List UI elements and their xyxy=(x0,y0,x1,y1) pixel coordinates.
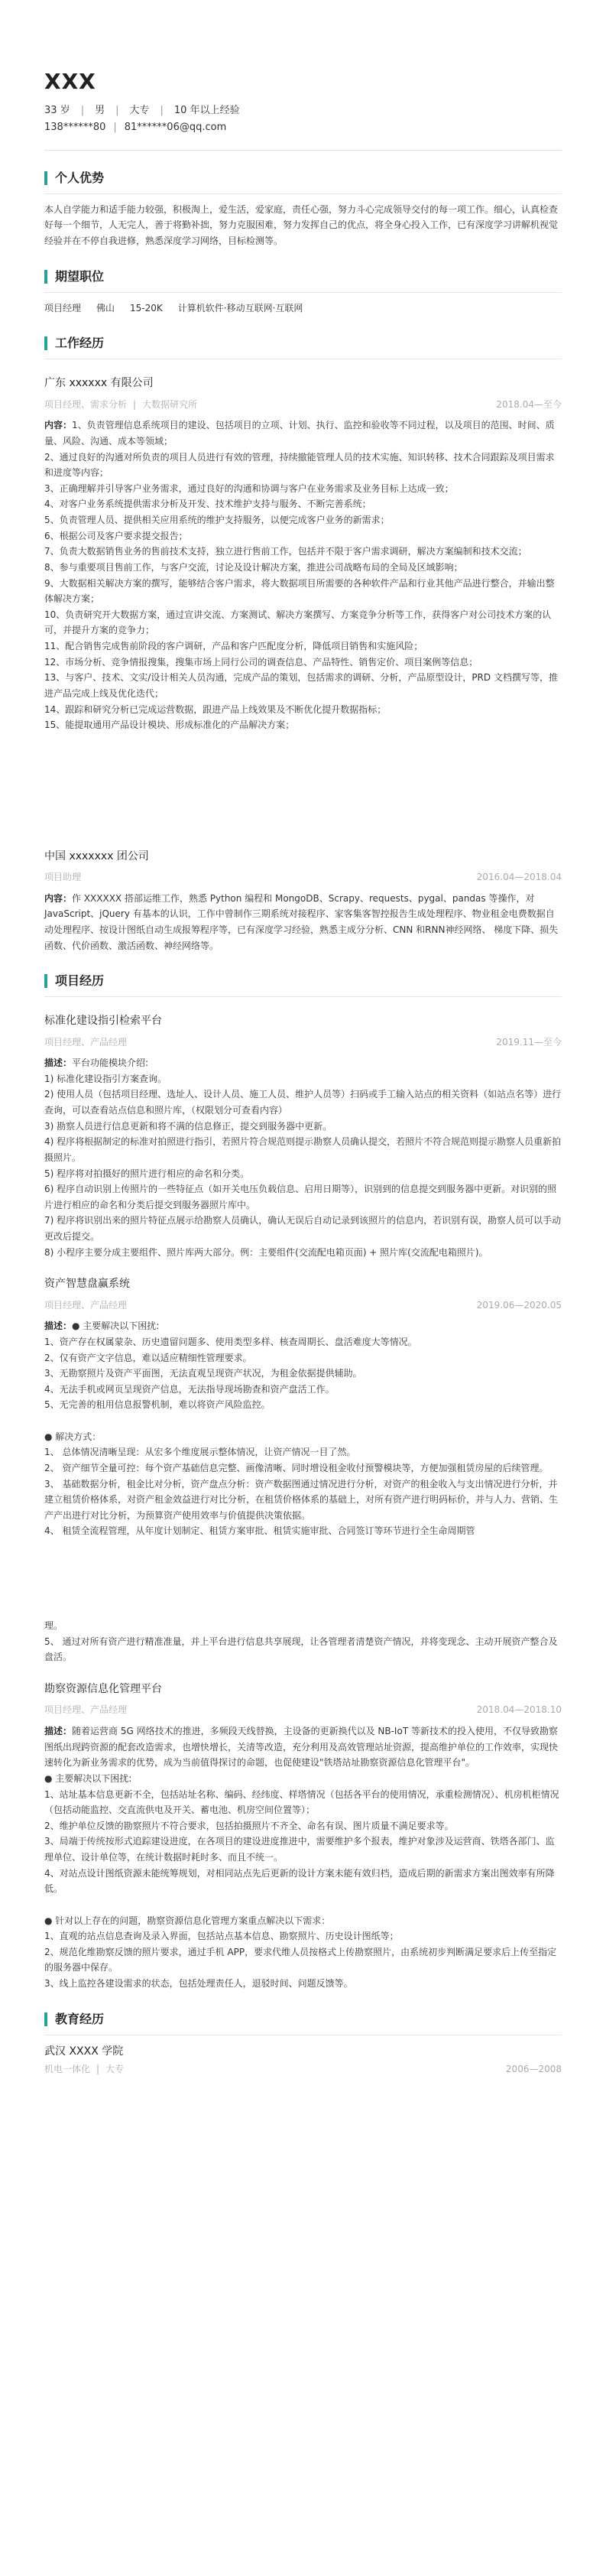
body-line xyxy=(44,1913,562,1929)
section-title-text: 教育经历 xyxy=(55,2011,105,2026)
body-line xyxy=(44,1618,562,1634)
separator: | xyxy=(80,104,85,116)
line-text: 3、线上监控各建设需求的状态，包括处理责任人，退驳时间、问题反馈等。 xyxy=(44,1978,353,1990)
line-text: 14、跟踪和研究分析已完成运营数据，跟进产品上线效果及不断优化提升数据指标； xyxy=(44,703,387,715)
line-text: 12、市场分析、竞争情报搜集，搜集市场上同行公司的调查信息、产品特性、销售定价、项目案例等信息； xyxy=(44,656,478,668)
separator: | xyxy=(113,121,117,133)
body-line xyxy=(44,655,562,671)
body-line xyxy=(44,528,562,544)
section-work xyxy=(44,334,562,953)
entry-date: 2019.06—2020.05 xyxy=(476,1299,562,1311)
phone: 138******80 xyxy=(44,121,106,133)
line-text: 8) 小程序主要分成主要组件、照片库两大部分。例：主要组件(交流配电箱页面) + 照片库(交流配电箱照片)。 xyxy=(44,1246,488,1258)
line-text: 理。 xyxy=(44,1620,63,1632)
line-label: 描述： xyxy=(44,1057,73,1069)
section-title xyxy=(44,334,562,352)
body-line xyxy=(44,1350,562,1366)
line-text: 随着运营商 5G 网络技术的推进，多频段天线替换，主设备的更新换代以及 NB-IoT 等新技术的投入使用，不仅导致勘察图纸出现跨资源的配套改造需求，也增快增长，关清等改造，充分利用及高效管理站址资源，提高维护单位的工作效率，实现快速转化为新业务需求的优势，成为当前值得探讨的命题，也促使建设"铁塔站址勘察资源信息化管理平台"。 xyxy=(44,1726,559,1769)
project-entry xyxy=(44,1012,562,1260)
body-line xyxy=(44,1318,562,1334)
body-line xyxy=(44,1444,562,1460)
line-text: 1) 标准化建设指引方案查询。 xyxy=(44,1073,167,1084)
section-title xyxy=(44,972,562,990)
section-projects xyxy=(44,972,562,1991)
line-text: 5、负责管理人员、提供相关应用系统的维护支持服务，以便完成客户业务的新需求； xyxy=(44,515,390,526)
body-line xyxy=(44,544,562,560)
line-text: 2、维护单位反馈的勘察照片不符合要求，包括拍摄照片不齐全、命名有误、图片质量不满足要求等。 xyxy=(44,1820,454,1831)
body-line xyxy=(44,702,562,718)
body-line xyxy=(44,1818,562,1834)
separator: | xyxy=(115,104,119,116)
body-line xyxy=(44,1134,562,1165)
line-text: 15、能提取通用产品设计模块、形成标准化的产品解决方案； xyxy=(44,720,295,731)
expectation-item: 佛山 xyxy=(96,302,115,313)
line-text: 2、仅有资产文字信息，难以适应精细性管理要求。 xyxy=(44,1352,252,1363)
project-entry xyxy=(44,1275,562,1665)
company-name: 广东 xxxxxx 有限公司 xyxy=(44,377,154,390)
strengths-text: 本人自学能力和适手能力较强，积极淘上，爱生活，爱家庭，责任心强，努力斗心完成领导交付的每一项工作。细心，认真检查好每一个细节，人无完人，善于将勤补拙，努力克服困难，努力发挥自己的优点，将全身心投入工作，已有深度学习讲解机视觉经验并在不停自我进修，熟悉深度学习网络，目标检测等。 xyxy=(44,203,559,247)
line-text: 3、 基础数据分析，租金比对分析，资产盘点分析：资产数据图通过情况进行分析，对资产的租金收入与支出情况进行分析，并建立租赁价格体系，对资产租金效益进行对比分析，在租赁价格体系的基础上，对所有资产进行明码标价，并与人力、营销、生产产出进行对比分析，为预算资产使用效率与价值提供决策依据。 xyxy=(44,1478,559,1521)
section-title-text: 工作经历 xyxy=(55,336,105,351)
line-text: 3) 勘察人员进行信息更新和将不满的信息修正，提交到服务器中更新。 xyxy=(44,1120,332,1132)
line-text: 1、 总体情况清晰呈现：从宏多个维度展示整体情况，让资产情况一目了然。 xyxy=(44,1447,356,1458)
body-line xyxy=(44,1413,562,1429)
body-line xyxy=(44,1555,562,1571)
expectation-row xyxy=(44,300,562,317)
line-text: 3、正确理解并引导客户业务需求，通过良好的沟通和协调与客户在业务需求及业务目标上达成一致； xyxy=(44,482,454,494)
body-line xyxy=(44,1897,562,1913)
body-line xyxy=(44,560,562,576)
section-title xyxy=(44,268,562,286)
work-experience: 10 年以上经验 xyxy=(173,104,240,116)
line-text: 1、直观的站点信息查询及录入界面，包括站点基本信息、勘察照片、历史设计图纸等； xyxy=(44,1931,399,1942)
project-role: 项目经理、产品经理 xyxy=(44,1036,128,1048)
section-expectation xyxy=(44,268,562,317)
section-title xyxy=(44,2010,562,2029)
line-text: 11、配合销售完成售前阶段的客户调研，产品和客户匹配度分析，降低项目销售和实施风险； xyxy=(44,641,423,652)
entry-date: 2019.11—至今 xyxy=(496,1036,562,1048)
entry-meta xyxy=(44,2061,562,2078)
line-text: ● 针对以上存在的问题，勘察资源信息化管理方案重点解决以下需求： xyxy=(44,1915,331,1926)
line-text: 5) 程序将对拍摄好的照片进行相应的命名和分类。 xyxy=(44,1168,250,1179)
body-line xyxy=(44,1119,562,1135)
separator: | xyxy=(133,398,137,410)
body-line xyxy=(44,1866,562,1897)
entry-body xyxy=(44,417,562,733)
body-line xyxy=(44,1382,562,1398)
line-text: ● 主要解决以下困扰: xyxy=(72,1320,160,1332)
body-line xyxy=(44,1334,562,1350)
expectation-item: 15-20K xyxy=(130,302,163,313)
education-list xyxy=(44,2043,562,2078)
line-text: 5、 通过对所有资产进行精准准量，并上平台进行信息共享展现，让各管理者清楚资产情况，并将变现念、主动开展资产整合及盘活。 xyxy=(44,1636,558,1663)
body-line xyxy=(44,891,562,954)
email: 81******06@qq.com xyxy=(124,121,227,133)
line-text: 4) 程序将根据制定的标准对拍照进行指引，若照片符合规范则提示勘察人员确认提交，若照片不符合规范则提示勘察人员重新拍摄照片。 xyxy=(44,1136,562,1163)
body-line xyxy=(44,1245,562,1261)
role-text: 项目助理 xyxy=(44,872,82,883)
line-text: ● 主要解决以下困扰: xyxy=(44,1772,132,1784)
body-line xyxy=(44,1539,562,1555)
entry-meta xyxy=(44,397,562,414)
body-line xyxy=(44,1460,562,1476)
body-line xyxy=(44,1213,562,1244)
body-line xyxy=(44,1087,562,1118)
entry-date: 2018.04—至今 xyxy=(496,398,562,410)
line-text: 1、资产存在权属蒙杂、历史遗留问题多、使用类型多样、核查周期长、盘活难度大等情况。 xyxy=(44,1336,417,1347)
body-line xyxy=(44,1397,562,1413)
line-text: 4、无法手机或网页呈现资产信息，无法指导现场勘查和资产盘活工作。 xyxy=(44,1383,335,1395)
resume-header xyxy=(44,69,562,151)
expectation-item: 计算机软件·移动互联网·互联网 xyxy=(177,302,303,313)
line-text: 3、局端于传统按形式追踪建设进度，在各项目的建设进度推进中，需要维护多个报表，维护对象涉及运营商、铁塔各部门、监理单位、设计单位等，在统计数据时耗时多、而且不统一。 xyxy=(44,1836,555,1863)
school-name: 武汉 XXXX 学院 xyxy=(44,2045,124,2058)
section-title-text: 个人优势 xyxy=(55,170,105,185)
line-text: 4、对客户业务系统提供需求分析及开发、技术维护支持与服务、不断完善系统； xyxy=(44,499,371,510)
line-text: 2、规范化维勘察反馈的照片要求，通过手机 APP，要求代维人员按格式上传勘察照片，由系统初步判断满足要求后上传至指定的服务器中保存。 xyxy=(44,1946,557,1973)
contact-info xyxy=(44,119,562,136)
body-line xyxy=(44,1834,562,1865)
project-name: 勘察资源信息化管理平台 xyxy=(44,1683,162,1696)
line-text: 4、对站点设计图纸资源未能统筹规划，对相同站点先后更新的设计方案未能有效归档，造成后期的新需求方案出图效率有所降低。 xyxy=(44,1867,555,1895)
accent-bar xyxy=(44,2012,47,2026)
accent-bar xyxy=(44,336,47,350)
section-divider xyxy=(44,996,562,997)
body-line xyxy=(44,717,562,733)
body-line xyxy=(44,1587,562,1603)
entry-meta xyxy=(44,869,562,886)
body-line xyxy=(44,1181,562,1213)
line-label: 内容： xyxy=(44,420,73,431)
body-line xyxy=(44,1571,562,1587)
line-text: 1、负责管理信息系统项目的建设、包括项目的立项、计划、执行、监控和验收等不同过程，以及项目的范围、时间、质量、风险、沟通、成本等领域； xyxy=(44,420,555,447)
header-divider xyxy=(44,150,562,151)
body-line xyxy=(44,638,562,655)
line-text: 1、站址基本信息更新不全，包括站址名称、编码、经纬度、样塔情况（包括各平台的使用情况，承重检测情况）、机房机柜情况（包括动能监控、交直流供电及开关、蓄电池、机房空间位置等）； xyxy=(44,1788,559,1816)
entry-meta xyxy=(44,1298,562,1314)
body-line xyxy=(44,1523,562,1539)
line-text: 作 XXXXXX 搭部运维工作，熟悉 Python 编程和 MongoDB、Scrapy、requests、pygal、pandas 等操作，对 JavaScript、jQuery 有基本的认识，工作中曾制作三期系统对接程序、家客集客智控报告生成处理程序、物业租金电费数据自动处理程序、按设计图纸自动生成报筹程序等，已有深度学习经验，熟悉主成分分析、CNN 和RNN神经网络、 梯度下降、损失函数、代价函数、激活函数、神经网络等。 xyxy=(44,892,559,951)
body-line xyxy=(44,450,562,481)
project-name: 资产智慧盘赢系统 xyxy=(44,1278,130,1291)
body-line xyxy=(44,496,562,512)
body-line xyxy=(44,576,562,607)
project-name: 标准化建设指引检索平台 xyxy=(44,1015,162,1028)
line-text: 5、无完善的租用信息报警机制，难以将资产风险监控。 xyxy=(44,1399,271,1411)
body-line xyxy=(44,670,562,701)
project-list xyxy=(44,1012,562,1991)
gender: 男 xyxy=(95,104,105,116)
entry-date: 2016.04—2018.04 xyxy=(476,872,562,883)
line-text: 10、负责研究开大数据方案，通过宣讲交流、方案测试、解决方案撰写、方案竞争分析等工作，获得客户对公司技术方案的认可，并提升方案的竞争力； xyxy=(44,609,552,636)
line-label: 描述： xyxy=(44,1320,73,1332)
education-entry xyxy=(44,2043,562,2078)
project-entry xyxy=(44,1681,562,1992)
section-title-text: 项目经历 xyxy=(55,973,105,989)
expectation-item: 项目经理 xyxy=(44,302,82,313)
line-text: 7、负责大数据销售业务的售前技术支持，独立进行售前工作，包括并不限于客户需求调研，解决方案编制和技术交流； xyxy=(44,546,527,557)
line-label: 内容： xyxy=(44,892,73,904)
line-text: 8、参与重要项目售前工作，与客户交流，讨论及设计解决方案，推进公司战略布局的全局及区域影响； xyxy=(44,561,463,573)
entry-body xyxy=(44,891,562,954)
education-level: 大专 xyxy=(129,104,150,116)
project-role: 项目经理、产品经理 xyxy=(44,1704,128,1716)
project-role: 项目经理、产品经理 xyxy=(44,1299,128,1311)
accent-bar xyxy=(44,270,47,284)
line-text: 7) 程序将识别出来的照片特征点展示给勘察人员确认，确认无误后自动记录到该照片的信息内，若识别有误，勘察人员可以手动更改后提交。 xyxy=(44,1215,562,1243)
section-title xyxy=(44,169,562,187)
section-title-text: 期望职位 xyxy=(55,268,105,284)
entry-date: 2006—2008 xyxy=(505,2064,562,2075)
candidate-name: XXX xyxy=(44,69,96,94)
body-line xyxy=(44,1166,562,1182)
body-line xyxy=(44,1976,562,1992)
job-role xyxy=(44,397,197,414)
body-line xyxy=(44,417,562,449)
body-line xyxy=(44,1055,562,1071)
body-line xyxy=(44,607,562,638)
entry-body xyxy=(44,1055,562,1260)
line-text: 平台功能模块介绍: xyxy=(72,1057,149,1069)
line-text: 9、大数据相关解决方案的撰写，能够结合客户需求，将大数据项目所需要的各种软件产品和行业其他产品进行整合，并输出整体解决方案； xyxy=(44,577,555,605)
body-line xyxy=(44,1723,562,1771)
body-line xyxy=(44,1928,562,1944)
work-entry xyxy=(44,375,562,733)
section-strengths xyxy=(44,169,562,249)
entry-body xyxy=(44,1318,562,1665)
line-text: 2、通过良好的沟通对所负责的项目人员进行有效的管理，持续撤能管理人员的技术实施、知识转移、技术合同跟踪及项目需求和进度等内容； xyxy=(44,451,555,479)
line-text: 13、与客户、技术、文实/设计相关人员沟通，完成产品的策划，包括需求的调研、分析，产品原型设计，PRD 文档撰写等，推进产品完成上线及优化迭代； xyxy=(44,672,558,699)
section-divider xyxy=(44,193,562,194)
body-line xyxy=(44,1634,562,1665)
line-text: 3、无勘察照片及资产平面图，无法直观呈现资产状况，为租金依据提供辅助。 xyxy=(44,1368,362,1379)
line-label: 描述： xyxy=(44,1726,73,1737)
entry-meta xyxy=(44,1035,562,1051)
age: 33 岁 xyxy=(44,104,70,116)
basic-info xyxy=(44,102,562,119)
work-entry xyxy=(44,848,562,953)
line-text: ● 解决方式： xyxy=(44,1431,102,1442)
entry-date: 2018.04—2018.10 xyxy=(476,1704,562,1716)
entry-meta xyxy=(44,1702,562,1719)
accent-bar xyxy=(44,171,47,185)
work-list xyxy=(44,375,562,953)
body-line xyxy=(44,1429,562,1445)
role-text: 项目经理、需求分析 xyxy=(44,398,128,410)
accent-bar xyxy=(44,974,47,988)
company-name: 中国 xxxxxxx 团公司 xyxy=(44,849,149,862)
section-divider xyxy=(44,292,562,293)
line-text: 2) 使用人员（包括项目经理、选址人、设计人员、施工人员、维护人员等）扫码或手工输入站点的相关资料（如站点名等）进行查询，可以查看站点信息和照片库，（权限划分可查看内容） xyxy=(44,1089,562,1116)
department: 大数据研究所 xyxy=(142,398,198,410)
body-line xyxy=(44,1787,562,1818)
line-text: 6) 程序自动识别上传照片的一些特征点（如开关电压负载信息、启用日期等），识别到的信息提交到服务器中更新。对识别的照片进行相应的命名和分类后提交到服务器照片库中。 xyxy=(44,1184,557,1210)
body-line xyxy=(44,512,562,528)
entry-body xyxy=(44,1723,562,1992)
body-line xyxy=(44,1071,562,1087)
major-degree xyxy=(44,2061,124,2078)
major: 机电一体化 xyxy=(44,2064,91,2075)
job-role xyxy=(44,869,81,886)
separator: | xyxy=(96,2064,100,2075)
body-line xyxy=(44,1771,562,1787)
body-line xyxy=(44,1366,562,1382)
line-text: 4、 租赁全流程管理，从年度计划制定、租赁方案审批、租赁实施审批、合同签订等环节进行全生命周期管 xyxy=(44,1525,475,1537)
body-line xyxy=(44,1944,562,1976)
degree: 大专 xyxy=(105,2064,125,2075)
body-line xyxy=(44,481,562,497)
body-line xyxy=(44,1603,562,1619)
section-education xyxy=(44,2010,562,2078)
separator: | xyxy=(160,104,164,116)
line-text: 6、根据公司及客户要求提交报告； xyxy=(44,530,188,541)
body-line xyxy=(44,1476,562,1524)
line-text: 2、 资产细节全量可控：每个资产基础信息完整、画像清晰、同时增设租金收付预警模块等，方便加强租赁房屋的后续管理。 xyxy=(44,1462,549,1473)
